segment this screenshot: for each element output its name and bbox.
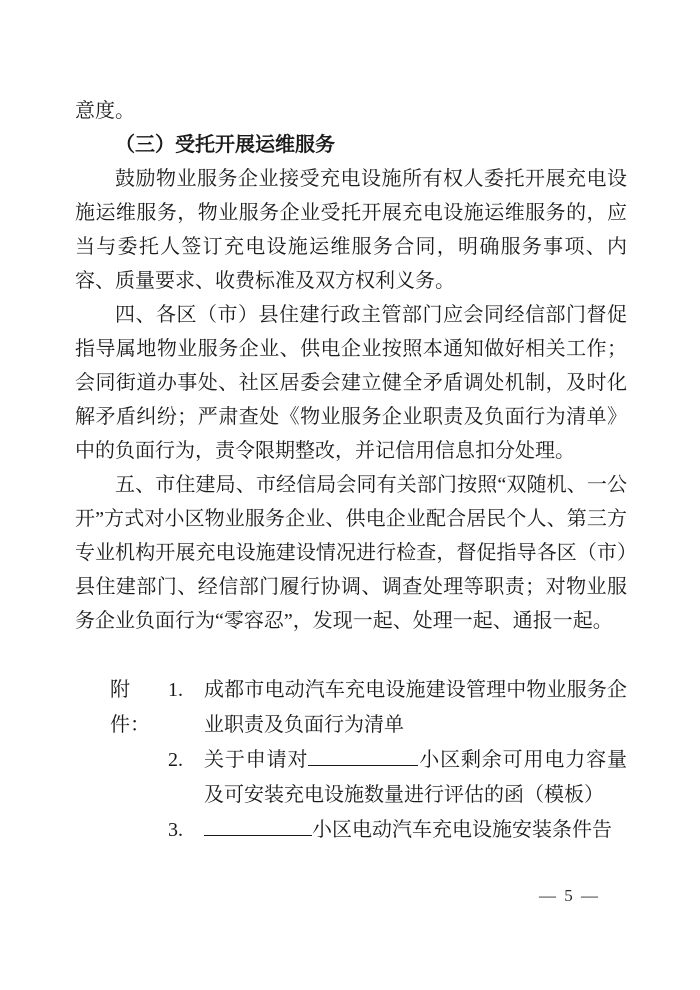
section-heading: （三）受托开展运维服务 [115,134,335,156]
attachments-section [75,673,627,848]
attachment-item [168,673,627,743]
attachments-label: 附件： [110,679,150,736]
blank-underline [308,745,418,766]
continuation-line: 意度。 [75,100,135,122]
attachment-text: 关于申请对 小区剩余可用电力容量及可安装充电设施数量进行评估的函（模板） [204,743,627,813]
paragraph-entrusted-maintenance: 鼓励物业服务企业接受充电设施所有权人委托开展充电设施运维服务，物业服务企业受托开展充电设施运维服务的，应当与委托人签订充电设施运维服务合同，明确服务事项、内容、质量要求、收费标准及双方权利义务。 [75,168,627,292]
paragraph-item-five: 五、市住建局、市经信局会同有关部门按照“双随机、一公开”方式对小区物业服务企业、供电企业配合居民个人、第三方专业机构开展充电设施建设情况进行检查，督促指导各区（市）县住建部门、经信部门履行协调、调查处理等职责；对物业服务企业负面行为“零容忍”，发现一起、处理一起、通报一起。 [75,474,627,632]
attachment-number: 3. [168,819,183,841]
attachment-number: 1. [168,679,183,701]
paragraph-item-four: 四、各区（市）县住建行政主管部门应会同经信部门督促指导属地物业服务企业、供电企业按照本通知做好相关工作；会同街道办事处、社区居委会建立健全矛盾调处机制，及时化解矛盾纠纷；严肃查处《物业服务企业职责及负面行为清单》中的负面行为，责令限期整改，并记信用信息扣分处理。 [75,304,627,462]
page-number: — 5 — [539,886,600,905]
attachment-item [168,813,627,848]
attachment-list [168,673,627,848]
attachment-number: 2. [168,749,183,771]
attachment-item [168,743,627,813]
attachment-text: 成都市电动汽车充电设施建设管理中物业服务企业职责及负面行为清单 [204,679,627,736]
attachment-text: 小区电动汽车充电设施安装条件告 [204,813,627,848]
blank-underline [204,815,312,836]
attachments-row [110,673,627,848]
